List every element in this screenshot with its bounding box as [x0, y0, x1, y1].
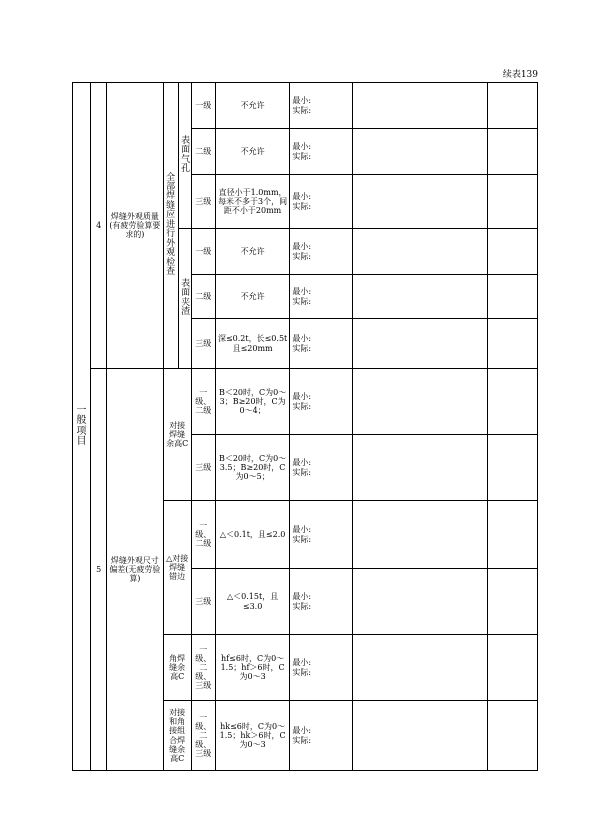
criterion-cell: B＜20时，C为0～3.5；B≥20时，C为0～5；	[215, 435, 289, 501]
group-name: 表面气孔	[178, 83, 191, 229]
grade-cell: 一级、二级、三级	[191, 635, 215, 701]
blank-cell[interactable]	[352, 569, 487, 635]
grade-cell: 三级	[191, 569, 215, 635]
record-cell: 最小: 实际:	[290, 319, 352, 369]
record-cell: 最小: 实际:	[290, 369, 352, 435]
record-cell: 最小: 实际:	[290, 501, 352, 569]
grade-cell: 二级	[191, 129, 215, 175]
item-number: 4	[91, 83, 107, 369]
blank-cell[interactable]	[352, 501, 487, 569]
group-name: 对接和角接组合焊缝余高C	[163, 701, 191, 771]
blank-cell[interactable]	[487, 319, 537, 369]
record-cell: 最小: 实际:	[290, 175, 352, 229]
blank-cell[interactable]	[352, 83, 487, 129]
blank-cell[interactable]	[352, 435, 487, 501]
group-name: 角焊缝余高C	[163, 635, 191, 701]
record-cell: 最小: 实际:	[290, 83, 352, 129]
criterion-cell: △＜0.15t，且≤3.0	[215, 569, 289, 635]
record-cell: 最小: 实际:	[290, 569, 352, 635]
criterion-cell: 直径小于1.0mm，每米不多于3个，间距不小于20mm	[215, 175, 289, 229]
blank-cell[interactable]	[487, 229, 537, 275]
record-cell: 最小: 实际:	[290, 129, 352, 175]
group-name: 对接焊缝余高C	[163, 369, 191, 501]
criterion-cell: 不允许	[215, 129, 289, 175]
grade-cell: 一级、二级、三级	[191, 701, 215, 771]
record-cell: 最小: 实际:	[290, 435, 352, 501]
item-number: 5	[91, 369, 107, 771]
record-cell: 最小: 实际:	[290, 701, 352, 771]
grade-cell: 一级、二级	[191, 369, 215, 435]
grade-cell: 三级	[191, 175, 215, 229]
blank-cell[interactable]	[487, 501, 537, 569]
grade-cell: 二级	[191, 275, 215, 319]
record-cell: 最小: 实际:	[290, 275, 352, 319]
grade-cell: 一级	[191, 83, 215, 129]
page-number: 续表139	[502, 70, 538, 80]
criterion-cell: 不允许	[215, 275, 289, 319]
grade-cell: 三级	[191, 435, 215, 501]
blank-cell[interactable]	[352, 129, 487, 175]
blank-cell[interactable]	[487, 569, 537, 635]
group-name: △对接焊缝错边	[163, 501, 191, 635]
blank-cell[interactable]	[352, 175, 487, 229]
criterion-cell: △＜0.1t，且≤2.0	[215, 501, 289, 569]
blank-cell[interactable]	[352, 229, 487, 275]
blank-cell[interactable]	[352, 319, 487, 369]
criterion-cell: 不允许	[215, 229, 289, 275]
blank-cell[interactable]	[487, 83, 537, 129]
blank-cell[interactable]	[487, 175, 537, 229]
criterion-cell: hk≤6时，C为0～1.5；hk＞6时，C为0～3	[215, 701, 289, 771]
scope-cell: 全部焊缝应进行外观检查	[163, 83, 178, 369]
inspection-table	[72, 82, 538, 771]
group-name: 表面夹渣	[178, 229, 191, 369]
blank-cell[interactable]	[352, 275, 487, 319]
criterion-cell: 不允许	[215, 83, 289, 129]
item-name: 焊缝外观质量(有疲劳验算要求的)	[107, 83, 163, 369]
blank-cell[interactable]	[352, 369, 487, 435]
criterion-cell: hf≤6时，C为0～1.5；hf＞6时，C为0～3	[215, 635, 289, 701]
criterion-cell: B＜20时，C为0～3；B≥20时，C为0～4；	[215, 369, 289, 435]
grade-cell: 一级、二级	[191, 501, 215, 569]
blank-cell[interactable]	[487, 435, 537, 501]
blank-cell[interactable]	[487, 635, 537, 701]
blank-cell[interactable]	[487, 369, 537, 435]
grade-cell: 一级	[191, 229, 215, 275]
grade-cell: 三级	[191, 319, 215, 369]
blank-cell[interactable]	[487, 129, 537, 175]
blank-cell[interactable]	[352, 701, 487, 771]
record-cell: 最小: 实际:	[290, 635, 352, 701]
blank-cell[interactable]	[352, 635, 487, 701]
item-name: 焊缝外观尺寸偏差(无疲劳验算)	[107, 369, 163, 771]
record-cell: 最小: 实际:	[290, 229, 352, 275]
criterion-cell: 深≤0.2t，长≤0.5t且≤20mm	[215, 319, 289, 369]
blank-cell[interactable]	[487, 275, 537, 319]
blank-cell[interactable]	[487, 701, 537, 771]
category-cell: 一般项目	[73, 83, 91, 771]
